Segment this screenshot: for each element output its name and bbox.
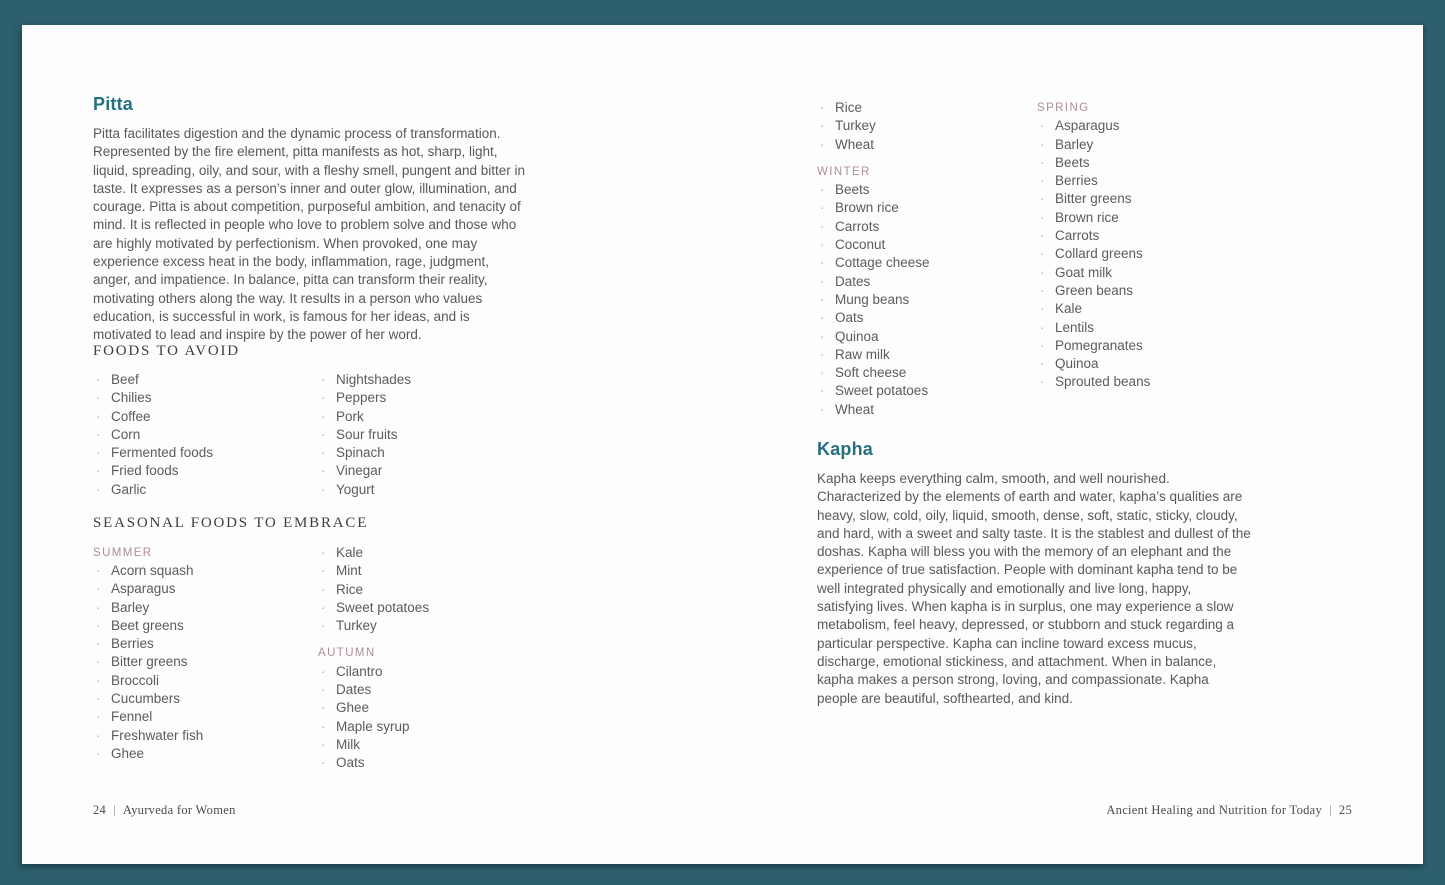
list-item: · Acorn squash bbox=[93, 562, 203, 580]
autumn-list-continued bbox=[817, 99, 930, 154]
pitta-heading: Pitta bbox=[93, 94, 134, 114]
list-item: · Broccoli bbox=[93, 672, 203, 690]
list-item: · Spinach bbox=[318, 444, 411, 462]
list-item: · Asparagus bbox=[93, 580, 203, 598]
list-item: · Pork bbox=[318, 408, 411, 426]
foods-to-avoid-title: FOODS TO AVOID bbox=[93, 343, 240, 359]
list-item: · Garlic bbox=[93, 481, 213, 499]
list-item: · Cottage cheese bbox=[817, 254, 930, 272]
seasonal-foods-title: SEASONAL FOODS TO EMBRACE bbox=[93, 515, 369, 531]
list-item: · Green beans bbox=[1037, 282, 1150, 300]
list-item: · Wheat bbox=[817, 136, 930, 154]
list-item: · Ghee bbox=[93, 745, 203, 763]
list-item: · Sweet potatoes bbox=[318, 599, 429, 617]
list-item: · Fried foods bbox=[93, 462, 213, 480]
summer-season-label: SUMMER bbox=[93, 547, 153, 559]
list-item: · Beets bbox=[817, 181, 930, 199]
right-page-number: 25 bbox=[1338, 803, 1352, 817]
list-item: · Quinoa bbox=[817, 328, 930, 346]
left-page-second-column bbox=[318, 544, 429, 773]
list-item: · Soft cheese bbox=[817, 364, 930, 382]
list-item: · Coffee bbox=[93, 408, 213, 426]
list-item: · Bitter greens bbox=[1037, 190, 1150, 208]
kapha-heading: Kapha bbox=[817, 439, 874, 459]
list-item: · Beet greens bbox=[93, 617, 203, 635]
list-item: · Dates bbox=[318, 681, 429, 699]
list-item: · Dates bbox=[817, 273, 930, 291]
list-item: · Turkey bbox=[318, 617, 429, 635]
winter-list bbox=[817, 181, 930, 419]
list-item: · Carrots bbox=[817, 218, 930, 236]
list-item: · Kale bbox=[318, 544, 429, 562]
book-page-spread bbox=[22, 25, 1423, 864]
list-item: · Freshwater fish bbox=[93, 727, 203, 745]
spring-list bbox=[1037, 117, 1150, 391]
list-item: · Berries bbox=[1037, 172, 1150, 190]
list-item: · Pomegranates bbox=[1037, 337, 1150, 355]
summer-list-column-1 bbox=[93, 562, 203, 763]
autumn-season-label: AUTUMN bbox=[318, 647, 376, 660]
list-item: · Mint bbox=[318, 562, 429, 580]
list-item: · Bitter greens bbox=[93, 653, 203, 671]
list-item: · Beets bbox=[1037, 154, 1150, 172]
list-item: · Maple syrup bbox=[318, 718, 429, 736]
list-item: · Quinoa bbox=[1037, 355, 1150, 373]
list-item: · Goat milk bbox=[1037, 264, 1150, 282]
list-item: · Nightshades bbox=[318, 371, 411, 389]
list-item: · Beef bbox=[93, 371, 213, 389]
foods-to-avoid-column-1 bbox=[93, 371, 213, 499]
list-item: · Oats bbox=[318, 754, 429, 772]
list-item: · Cucumbers bbox=[93, 690, 203, 708]
list-item: · Fennel bbox=[93, 708, 203, 726]
list-item: · Cilantro bbox=[318, 663, 429, 681]
foods-to-avoid-column-2 bbox=[318, 371, 411, 499]
list-item: · Ghee bbox=[318, 699, 429, 717]
list-item: · Brown rice bbox=[1037, 209, 1150, 227]
right-page-second-column bbox=[1037, 99, 1150, 392]
list-item: · Sour fruits bbox=[318, 426, 411, 444]
footer-separator: | bbox=[1329, 803, 1332, 817]
list-item: · Rice bbox=[318, 581, 429, 599]
list-item: · Barley bbox=[1037, 136, 1150, 154]
list-item: · Lentils bbox=[1037, 319, 1150, 337]
winter-season-label: WINTER bbox=[817, 165, 871, 178]
list-item: · Oats bbox=[817, 309, 930, 327]
spring-season-label: SPRING bbox=[1037, 102, 1090, 114]
chapter-title: Ancient Healing and Nutrition for Today bbox=[1106, 803, 1323, 817]
list-item: · Peppers bbox=[318, 389, 411, 407]
summer-list-column-2 bbox=[318, 544, 429, 635]
book-title: Ayurveda for Women bbox=[122, 803, 236, 817]
list-item: · Wheat bbox=[817, 401, 930, 419]
list-item: · Mung beans bbox=[817, 291, 930, 309]
left-page-footer bbox=[93, 803, 236, 818]
list-item: · Sweet potatoes bbox=[817, 382, 930, 400]
list-item: · Sprouted beans bbox=[1037, 373, 1150, 391]
list-item: · Vinegar bbox=[318, 462, 411, 480]
list-item: · Fermented foods bbox=[93, 444, 213, 462]
kapha-intro-paragraph: Kapha keeps everything calm, smooth, and well nourished. Characterized by the elements of earth and water, kapha’s qualities are heavy, slow, cold, oily, liquid, smooth, dense, soft, static, sticky, cloudy, and hard, with a sweet and salty taste. It is the stablest and dullest of the doshas. Kapha will bless you with the memory of an elephant and the experience of true satisfaction. People with dominant kapha tend to be well integrated physically and emotionally and live long, happy, satisfying lives. When kapha is in surplus, one may experience a slow metabolism, feel heavy, depressed, or stubborn and stuck regarding a particular perspective. Kapha can incline toward excess mucus, discharge, emotional stickiness, and attachment. When in balance, kapha makes a person strong, loving, and compassionate. Kapha people are beautiful, softhearted, and kind. bbox=[817, 471, 1251, 706]
list-item: · Barley bbox=[93, 599, 203, 617]
list-item: · Raw milk bbox=[817, 346, 930, 364]
right-page-first-column bbox=[817, 99, 930, 419]
list-item: · Carrots bbox=[1037, 227, 1150, 245]
list-item: · Yogurt bbox=[318, 481, 411, 499]
list-item: · Collard greens bbox=[1037, 245, 1150, 263]
list-item: · Brown rice bbox=[817, 199, 930, 217]
list-item: · Milk bbox=[318, 736, 429, 754]
pitta-intro-paragraph: Pitta facilitates digestion and the dynamic process of transformation. Represented by the fire element, pitta manifests as hot, sharp, light, liquid, spreading, oily, and sour, with a fleshy smell, pungent and bitter in taste. It expresses as a person’s inner and outer glow, illumination, and courage. Pitta is about competition, purposeful ambition, and tenacity of mind. It is reflected in people who love to problem solve and those who are highly motivated by perfectionism. When provoked, one may experience excess heat in the body, inflammation, rage, judgment, anger, and impatience. In balance, pitta can transform their reality, motivating others along the way. It results in a person who values education, is successful in work, is famous for her ideas, and is motivated to lead and inspire by the power of her word. bbox=[93, 126, 525, 343]
footer-separator: | bbox=[113, 803, 116, 817]
list-item: · Corn bbox=[93, 426, 213, 444]
list-item: · Rice bbox=[817, 99, 930, 117]
autumn-list bbox=[318, 663, 429, 773]
list-item: · Coconut bbox=[817, 236, 930, 254]
list-item: · Berries bbox=[93, 635, 203, 653]
list-item: · Asparagus bbox=[1037, 117, 1150, 135]
list-item: · Chilies bbox=[93, 389, 213, 407]
left-page-number: 24 bbox=[93, 803, 107, 817]
list-item: · Turkey bbox=[817, 117, 930, 135]
right-page-footer bbox=[1106, 803, 1352, 818]
list-item: · Kale bbox=[1037, 300, 1150, 318]
